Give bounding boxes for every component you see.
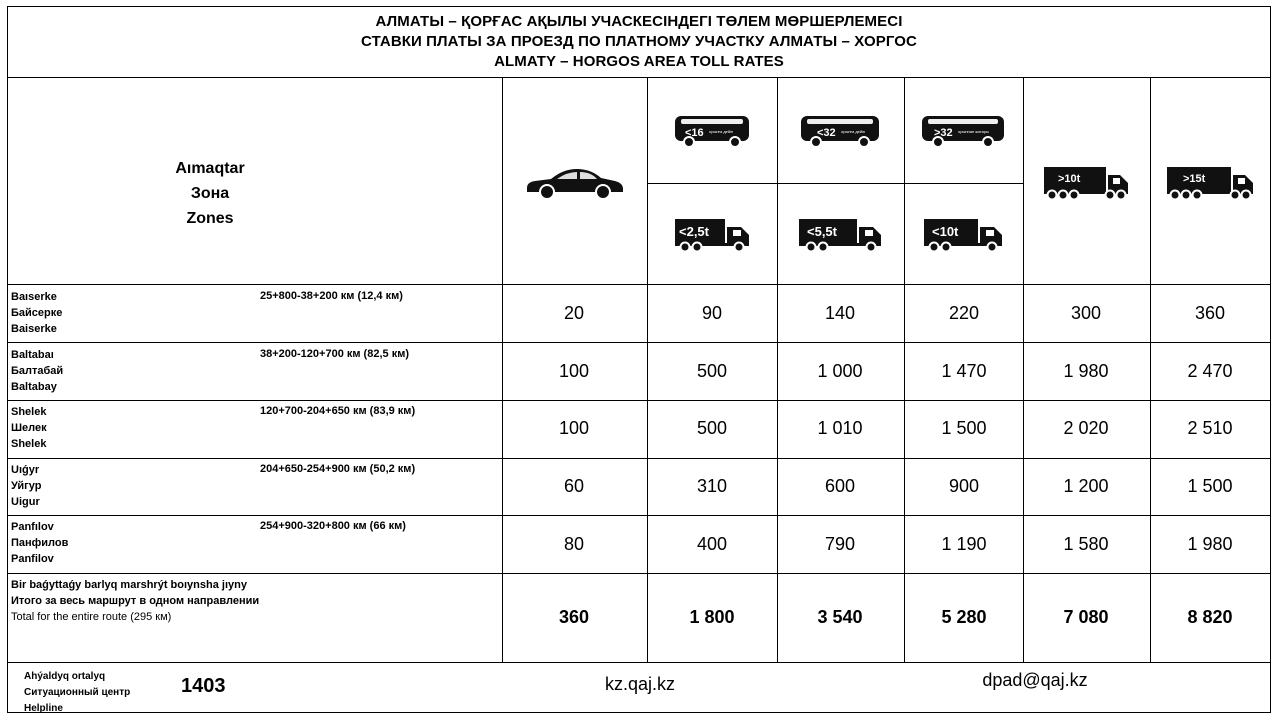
bus-sublabel: орынға дейін <box>708 129 733 134</box>
toll-value: 1 200 <box>1063 476 1109 496</box>
zone-range: 120+700-204+650 км (83,9 км) <box>260 405 416 417</box>
total-value: 3 540 <box>817 607 863 627</box>
grid-line <box>7 515 1271 516</box>
toll-value: 400 <box>696 534 728 554</box>
zone-name-ru: Панфилов <box>11 537 69 549</box>
toll-value: 1 500 <box>1187 476 1233 496</box>
email-link[interactable]: dpad@qaj.kz <box>982 670 1088 690</box>
total-value: 7 080 <box>1063 607 1109 627</box>
zone-name <box>11 347 63 395</box>
zone-range: 204+650-254+900 км (50,2 км) <box>260 463 416 475</box>
helpline-label-kz: Ahýaldyq ortalyq <box>24 671 106 682</box>
zone-name <box>11 289 62 337</box>
zone-name-ru: Байсерке <box>11 307 63 319</box>
zone-name-kz: Panfılov <box>11 521 54 533</box>
toll-value: 90 <box>701 303 723 323</box>
car-icon <box>503 79 647 284</box>
zone-name <box>11 462 41 510</box>
bus-icon <box>648 79 777 183</box>
title-kz: АЛМАТЫ – ҚОРҒАС АҚЫЛЫ УЧАСКЕСІНДЕГІ ТӨЛЕМ МӨРШЕРЛЕМЕСІ <box>375 13 903 30</box>
toll-value: 100 <box>558 418 590 438</box>
zone-range: 254+900-320+800 км (66 км) <box>260 520 406 532</box>
grid-line <box>7 284 1271 285</box>
zone-name-en: Shelek <box>11 438 47 450</box>
helpline-label <box>24 669 130 717</box>
zone-name-en: Uigur <box>11 496 40 508</box>
toll-value: 310 <box>696 476 728 496</box>
truck-label: <2,5t <box>678 224 709 239</box>
zones-header <box>110 156 310 231</box>
toll-value: 360 <box>1194 303 1226 323</box>
grid-line <box>7 573 1271 574</box>
bus-icon <box>778 79 904 183</box>
zone-name-ru: Уйгур <box>11 480 42 492</box>
bus-sublabel: орыннан жоғары <box>958 129 989 134</box>
toll-value: 500 <box>696 418 728 438</box>
toll-value: 1 470 <box>941 361 987 381</box>
zones-header-kz: Aımaqtar <box>175 160 245 177</box>
helpline-label-en: Helpline <box>24 703 63 714</box>
grid-line <box>7 400 1271 401</box>
bus-label: <16 <box>684 127 704 139</box>
truck-label: >15t <box>1183 172 1206 185</box>
toll-value: 1 500 <box>941 418 987 438</box>
toll-value: 1 190 <box>941 534 987 554</box>
toll-value: 2 470 <box>1187 361 1233 381</box>
toll-value: 600 <box>824 476 856 496</box>
toll-value: 20 <box>563 303 585 323</box>
truck-icon <box>905 184 1023 284</box>
toll-value: 140 <box>824 303 856 323</box>
total-label-kz: Bir baǵyttaǵy barlyq marshrýt boıynsha jıyny <box>11 579 247 591</box>
zone-name-ru: Балтабай <box>11 365 64 377</box>
toll-value: 1 000 <box>817 361 863 381</box>
toll-value: 1 010 <box>817 418 863 438</box>
zone-range: 25+800-38+200 км (12,4 км) <box>260 290 403 302</box>
truck-label: <5,5t <box>807 224 837 239</box>
bus-icon <box>905 79 1023 183</box>
truck-label: <10t <box>932 224 959 239</box>
toll-value: 790 <box>824 534 856 554</box>
zone-name-en: Baiserke <box>11 323 57 335</box>
toll-value: 500 <box>696 361 728 381</box>
toll-value: 80 <box>563 534 585 554</box>
title-ru: СТАВКИ ПЛАТЫ ЗА ПРОЕЗД ПО ПЛАТНОМУ УЧАСТКУ АЛМАТЫ – ХОРГОС <box>361 33 917 50</box>
grid-line <box>7 342 1271 343</box>
total-value: 360 <box>558 607 590 627</box>
truck-icon <box>778 184 904 284</box>
title-en: ALMATY – HORGOS AREA TOLL RATES <box>494 53 784 70</box>
toll-value: 2 020 <box>1063 418 1109 438</box>
toll-value: 100 <box>558 361 590 381</box>
bus-sublabel: орынға дейін <box>841 129 866 134</box>
truck-icon <box>648 184 777 284</box>
toll-value: 60 <box>563 476 585 496</box>
zones-header-ru: Зона <box>190 185 230 202</box>
toll-value: 1 980 <box>1063 361 1109 381</box>
zone-name <box>11 519 68 567</box>
zone-name <box>11 404 47 452</box>
grid-line <box>7 662 1271 663</box>
toll-value: 1 980 <box>1187 534 1233 554</box>
zones-header-en: Zones <box>186 210 234 227</box>
zone-name-kz: Shelek <box>11 406 47 418</box>
total-label-en: Total for the entire route (295 км) <box>11 611 172 623</box>
zone-name-en: Panfilov <box>11 553 54 565</box>
total-label <box>11 577 259 625</box>
toll-value: 2 510 <box>1187 418 1233 438</box>
zone-name-kz: Baıserke <box>11 291 57 303</box>
zone-name-kz: Uıǵyr <box>11 464 40 476</box>
truck-icon <box>1024 79 1150 284</box>
truck-label: >10t <box>1058 172 1081 185</box>
zone-name-ru: Шелек <box>11 422 47 434</box>
toll-value: 1 580 <box>1063 534 1109 554</box>
toll-value: 900 <box>948 476 980 496</box>
zone-range: 38+200-120+700 км (82,5 км) <box>260 348 409 360</box>
truck-icon <box>1151 79 1271 284</box>
total-value: 1 800 <box>689 607 735 627</box>
zone-name-kz: Baltabaı <box>11 349 54 361</box>
total-label-ru: Итого за весь маршрут в одном направлении <box>11 595 260 607</box>
zone-name-en: Baltabay <box>11 381 57 393</box>
toll-value: 220 <box>948 303 980 323</box>
total-value: 5 280 <box>941 607 987 627</box>
total-value: 8 820 <box>1187 607 1233 627</box>
grid-line <box>7 458 1271 459</box>
bus-label: >32 <box>934 127 953 139</box>
website-link[interactable]: kz.qaj.kz <box>604 674 676 694</box>
toll-value: 300 <box>1070 303 1102 323</box>
title-block <box>7 6 1271 78</box>
bus-label: <32 <box>817 127 836 139</box>
helpline-number[interactable]: 1403 <box>181 675 226 697</box>
helpline-label-ru: Ситуационный центр <box>24 687 131 698</box>
